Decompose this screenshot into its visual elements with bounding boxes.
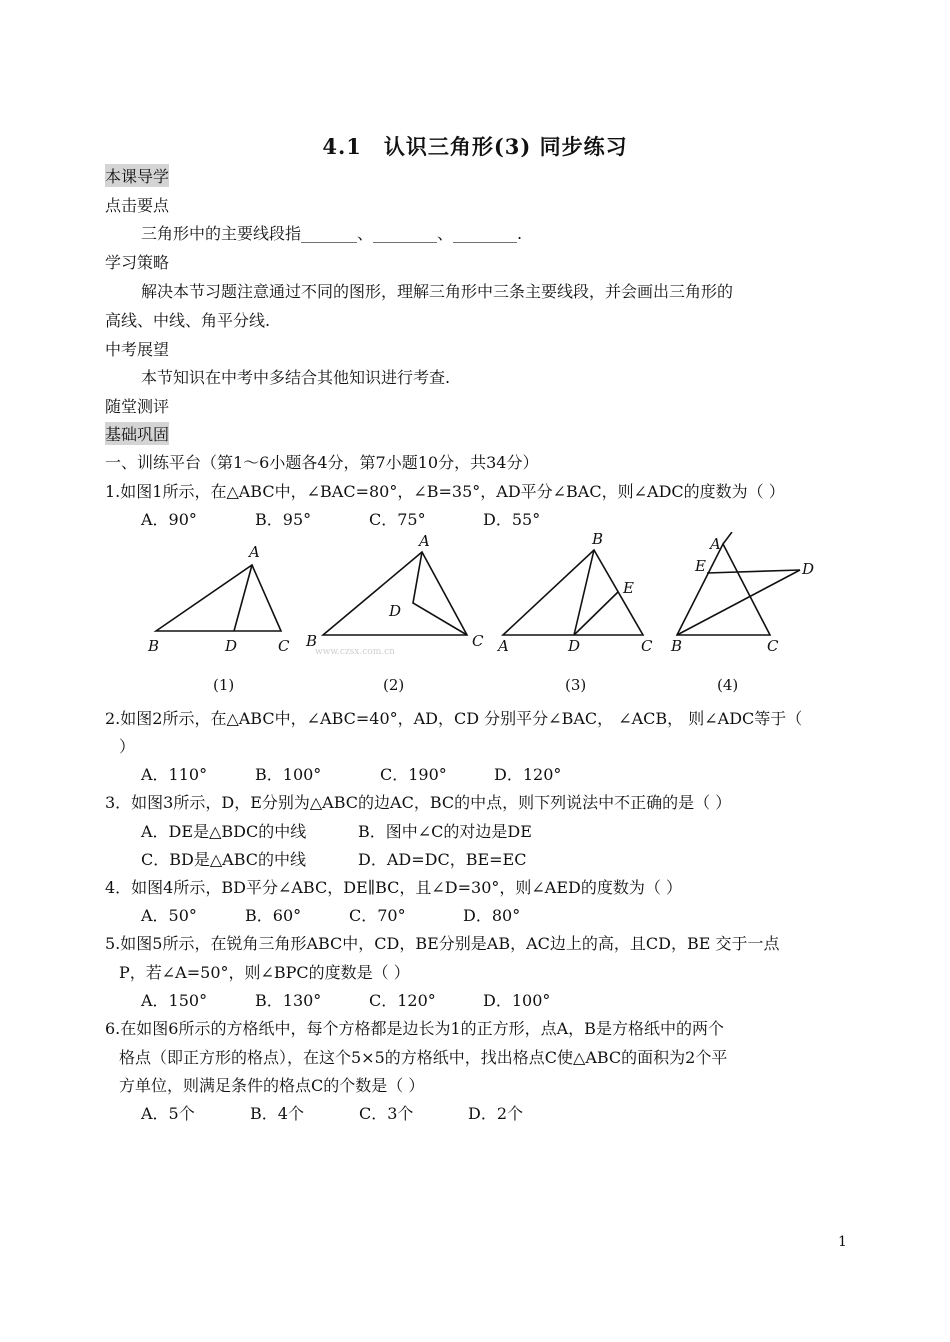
fig4-extension — [723, 532, 732, 544]
section-heading-key-points: 点击要点 — [105, 196, 170, 215]
option: A．90° — [141, 510, 197, 529]
option: D．120° — [494, 765, 562, 784]
question-1-options — [141, 507, 540, 530]
fig3-line-de — [574, 592, 618, 635]
question-4-options — [141, 903, 520, 926]
fig4-label-b: B — [671, 637, 683, 655]
fig4-label-d: D — [802, 560, 815, 578]
fig1-label-c: C — [278, 637, 290, 655]
option: C．75° — [369, 510, 426, 529]
strategy-text-line-2: 高线、中线、角平分线. — [105, 311, 271, 330]
section-heading-strategy: 学习策略 — [105, 253, 170, 272]
option: B．130° — [255, 991, 322, 1010]
question-6-text-cont-1: 格点（即正方形的格点），在这个5×5的方格纸中，找出格点C使△ABC的面积为2个平 — [119, 1048, 728, 1067]
option: B．60° — [245, 906, 302, 925]
option: C．BD是△ABC的中线 — [141, 850, 306, 869]
question-5-options — [141, 988, 550, 1011]
fig4-line-bd — [677, 570, 800, 635]
question-2-text-cont: ） — [119, 737, 136, 756]
section-heading-exam: 中考展望 — [105, 340, 170, 359]
key-points-text: 三角形中的主要线段指_______、________、________. — [141, 224, 523, 243]
question-3-text: 3．如图3所示，D，E分别为△ABC的边AC，BC的中点，则下列说法中不正确的是（ ） — [105, 793, 732, 812]
option: A．DE是△BDC的中线 — [141, 822, 307, 841]
fig1-label-b: B — [148, 637, 160, 655]
fig3-median-bd — [574, 550, 594, 635]
fig1-triangle — [156, 565, 281, 631]
fig1-caption: (1) — [213, 676, 235, 694]
option: C．3个 — [359, 1104, 414, 1123]
section-heading-basic: 基础巩固 — [105, 422, 169, 445]
question-4-text: 4．如图4所示，BD平分∠ABC，DE∥BC，且∠D=30°，则∠AED的度数为（ ） — [105, 878, 682, 897]
fig2-label-b: B — [306, 632, 318, 650]
question-6-text: 6.在如图6所示的方格纸中，每个方格都是边长为1的正方形，点A，B是方格纸中的两个 — [105, 1019, 724, 1038]
option: D．80° — [463, 906, 521, 925]
question-2-text: 2.如图2所示，在△ABC中，∠ABC=40°，AD，CD 分别平分∠BAC， ∠ACB， 则∠ADC等于（ — [105, 709, 803, 728]
fig1-label-a: A — [249, 543, 260, 561]
option: A．110° — [141, 765, 208, 784]
fig3-label-d: D — [568, 637, 581, 655]
fig2-bisectors — [413, 552, 467, 635]
question-3-options-row-1 — [141, 819, 532, 842]
fig4-label-a: A — [710, 535, 721, 553]
page-title: 4.1 认识三角形(3) 同步练习 — [322, 134, 628, 159]
page-number: 1 — [838, 1234, 847, 1250]
fig3-caption: (3) — [565, 676, 587, 694]
fig3-label-a: A — [498, 637, 509, 655]
option: B．95° — [255, 510, 312, 529]
option: A．150° — [141, 991, 208, 1010]
option: D．55° — [483, 510, 541, 529]
fig4-triangle — [677, 544, 770, 635]
section-heading-test: 随堂测评 — [105, 397, 170, 416]
fig4-line-ed — [707, 570, 800, 573]
figures-row — [140, 532, 860, 702]
question-1-text: 1.如图1所示，在△ABC中，∠BAC=80°，∠B=35°，AD平分∠BAC，则∠ADC的度数为（ ） — [105, 482, 785, 501]
question-6-options — [141, 1101, 523, 1124]
option: D．100° — [483, 991, 551, 1010]
fig2-label-c: C — [472, 632, 484, 650]
section-heading-guide: 本课导学 — [105, 164, 169, 187]
question-3-options-row-2 — [141, 847, 526, 870]
fig3-label-e: E — [623, 579, 634, 597]
question-6-text-cont-2: 方单位，则满足条件的格点C的个数是（ ） — [119, 1076, 425, 1095]
watermark: www.czsx.com.cn — [315, 647, 395, 657]
fig2-label-a: A — [419, 532, 430, 550]
option: D．AD=DC，BE=EC — [358, 850, 527, 869]
option: A．50° — [141, 906, 197, 925]
strategy-text-line-1: 解决本节习题注意通过不同的图形，理解三角形中三条主要线段，并会画出三角形的 — [141, 282, 734, 301]
option: C．190° — [380, 765, 447, 784]
option: D．2个 — [468, 1104, 524, 1123]
fig3-triangle — [503, 550, 643, 635]
fig4-label-c: C — [767, 637, 779, 655]
fig3-label-c: C — [641, 637, 653, 655]
fig1-label-d: D — [225, 637, 238, 655]
fig4-label-e: E — [695, 557, 706, 575]
option: C．70° — [349, 906, 406, 925]
fig2-label-d: D — [389, 602, 402, 620]
fig3-label-b: B — [592, 532, 604, 548]
option: A．5个 — [141, 1104, 195, 1123]
question-2-options — [141, 762, 561, 785]
exam-text: 本节知识在中考中多结合其他知识进行考查. — [141, 368, 451, 387]
fig4-caption: (4) — [717, 676, 739, 694]
option: C．120° — [369, 991, 436, 1010]
option: B．100° — [255, 765, 322, 784]
option: B．4个 — [250, 1104, 304, 1123]
question-5-text: 5.如图5所示，在锐角三角形ABC中，CD，BE分别是AB，AC边上的高，且CD，BE 交于一点 — [105, 934, 780, 953]
training-platform-heading: 一、训练平台（第1～6小题各4分，第7小题10分，共34分） — [105, 453, 539, 472]
question-5-text-cont: P，若∠A=50°，则∠BPC的度数是（ ） — [119, 963, 410, 982]
option: B．图中∠C的对边是DE — [358, 822, 532, 841]
fig2-caption: (2) — [383, 676, 405, 694]
